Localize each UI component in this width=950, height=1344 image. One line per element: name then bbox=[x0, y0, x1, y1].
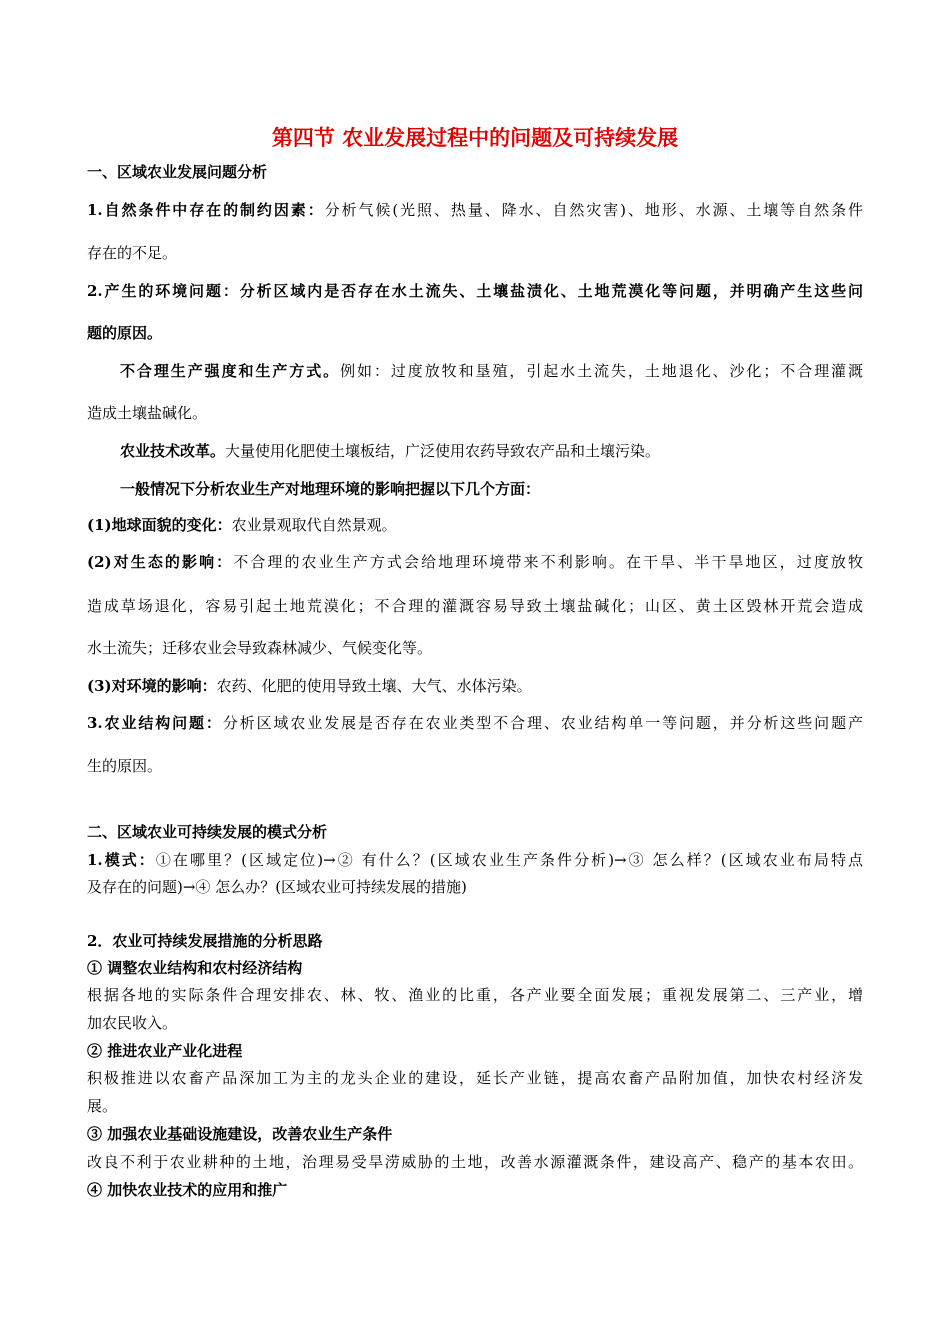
measure-4-heading: ④ 加快农业技术的应用和推广 bbox=[87, 1181, 288, 1199]
measure-1-heading: ① 调整农业结构和农村经济结构 bbox=[87, 959, 303, 977]
measure-1-text-cont: 加农民收入。 bbox=[87, 1014, 178, 1032]
paragraph-tech-reform: 农业技术改革。大量使用化肥使土壤板结，广泛使用农药导致农产品和土壤污染。 bbox=[120, 442, 661, 460]
paragraph-unreasonable-production-cont: 造成土壤盐碱化。 bbox=[87, 404, 208, 422]
paragraph-model: 1.模式：①在哪里？(区域定位)→② 有什么？(区域农业生产条件分析)→③ 怎么样？(区域农业布局特点 bbox=[87, 851, 863, 869]
paragraph-environment-issues: 2.产生的环境问题：分析区域内是否存在水土流失、土壤盐渍化、土地荒漠化等问题，并明确产生这些问 bbox=[87, 282, 863, 300]
measure-1-text: 根据各地的实际条件合理安排农、林、牧、渔业的比重，各产业要全面发展；重视发展第二、三产业，增 bbox=[87, 986, 863, 1004]
paragraph-structure-issues-cont: 生的原因。 bbox=[87, 757, 163, 775]
paragraph-unreasonable-production: 不合理生产强度和生产方式。例如：过度放牧和垦殖，引起水土流失，土地退化、沙化；不合理灌溉 bbox=[120, 362, 863, 380]
item-ecology-impact: (2)对生态的影响：不合理的农业生产方式会给地理环境带来不利影响。在干旱、半干旱地区，过度放牧 bbox=[87, 553, 863, 571]
measure-3-text: 改良不利于农业耕种的土地，治理易受旱涝威胁的土地，改善水源灌溉条件，建设高产、稳产的基本农田。 bbox=[87, 1153, 863, 1171]
paragraph-natural-conditions: 1.自然条件中存在的制约因素：分析气候(光照、热量、降水、自然灾害)、地形、水源、土壤等自然条件 bbox=[87, 201, 863, 219]
measure-2-text: 积极推进以农畜产品深加工为主的龙头企业的建设，延长产业链，提高农畜产品附加值，加快农村经济发 bbox=[87, 1069, 863, 1087]
paragraph-natural-conditions-cont: 存在的不足。 bbox=[87, 244, 178, 262]
item-ecology-impact-cont: 造成草场退化，容易引起土地荒漠化；不合理的灌溉容易导致土壤盐碱化；山区、黄土区毁林开荒会造成 bbox=[87, 597, 863, 615]
paragraph-structure-issues: 3.农业结构问题：分析区域农业发展是否存在农业类型不合理、农业结构单一等问题，并分析这些问题产 bbox=[87, 714, 863, 732]
paragraph-environment-issues-cont: 题的原因。 bbox=[87, 324, 163, 342]
paragraph-impact-intro: 一般情况下分析农业生产对地理环境的影响把握以下几个方面： bbox=[120, 480, 541, 498]
item-landscape-change: (1)地球面貌的变化：农业景观取代自然景观。 bbox=[87, 516, 397, 534]
section-1-heading: 一、区域农业发展问题分析 bbox=[87, 163, 268, 181]
page-title: 第四节 农业发展过程中的问题及可持续发展 bbox=[271, 126, 679, 150]
section-2-heading: 二、区域农业可持续发展的模式分析 bbox=[87, 823, 328, 841]
measure-2-heading: ② 推进农业产业化进程 bbox=[87, 1042, 243, 1060]
paragraph-model-cont: 及存在的问题)→④ 怎么办？(区域农业可持续发展的措施) bbox=[87, 878, 467, 896]
measure-2-text-cont: 展。 bbox=[87, 1097, 118, 1115]
sub-heading-measures: 2．农业可持续发展措施的分析思路 bbox=[87, 932, 323, 950]
item-ecology-impact-end: 水土流失；迁移农业会导致森林减少、气候变化等。 bbox=[87, 639, 433, 657]
item-environment-impact: (3)对环境的影响：农药、化肥的使用导致土壤、大气、水体污染。 bbox=[87, 677, 532, 695]
measure-3-heading: ③ 加强农业基础设施建设，改善农业生产条件 bbox=[87, 1125, 393, 1143]
